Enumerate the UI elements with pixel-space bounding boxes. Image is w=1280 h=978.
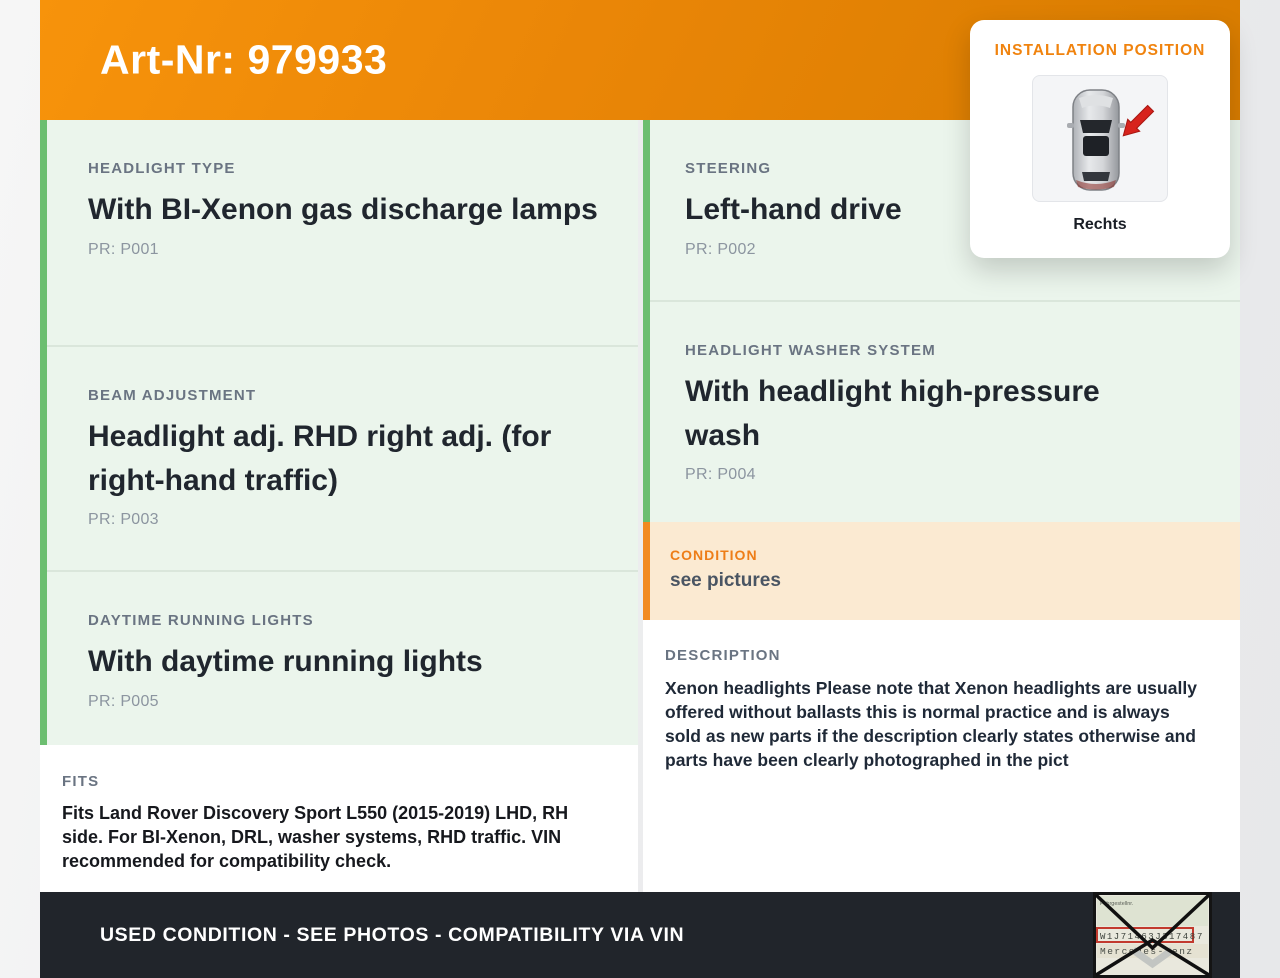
- envelope-icon: [1093, 892, 1212, 978]
- description-text: Xenon headlights Please note that Xenon headlights are usually offered without ballasts this is normal practice and is always sold as new parts if the description clearly states otherwise and parts have been clearly photographed in the pict: [665, 678, 1197, 770]
- spec-pr-code: PR: P002: [685, 240, 756, 258]
- installation-position-card: [970, 20, 1230, 258]
- condition-card: [643, 522, 1240, 620]
- spec-card-headlight-washer-system: [650, 300, 1240, 522]
- spec-pr-code: PR: P003: [88, 511, 159, 528]
- registration-document-thumbnail[interactable]: [1093, 892, 1212, 978]
- installation-side-label: Rechts: [1073, 216, 1127, 233]
- spec-pr-code: PR: P004: [685, 466, 756, 483]
- fits-text: Fits Land Rover Discovery Sport L550 (2015-2019) LHD, RH side. For BI-Xenon, DRL, washer systems, RHD traffic. VIN recommended for compatibility check.: [62, 803, 569, 871]
- spec-label: STEERING: [685, 160, 772, 177]
- spec-value: Headlight adj. RHD right adj. (for right-hand traffic): [88, 420, 552, 497]
- description-label: DESCRIPTION: [665, 647, 781, 664]
- left-column: [40, 120, 638, 892]
- spec-label: DAYTIME RUNNING LIGHTS: [88, 612, 314, 629]
- spec-value: With BI-Xenon gas discharge lamps: [88, 193, 598, 226]
- spec-value: With headlight high-pressure wash: [685, 375, 1100, 452]
- condition-label: CONDITION: [670, 547, 758, 563]
- spec-card-headlight-type: [47, 120, 638, 345]
- red-arrow-icon: [1117, 100, 1159, 142]
- condition-value: see pictures: [670, 570, 781, 591]
- registration-vin-suffix: 7: [1197, 932, 1203, 942]
- registration-brand-text: Mercedes-Benz: [1100, 946, 1194, 957]
- fits-section: [40, 745, 638, 892]
- spec-label: HEADLIGHT WASHER SYSTEM: [685, 342, 936, 359]
- description-section: [643, 620, 1240, 892]
- registration-vin-text: W1J71463J31748: [1100, 932, 1197, 942]
- footer-note: USED CONDITION - SEE PHOTOS - COMPATIBILITY VIA VIN: [100, 923, 685, 946]
- spec-label: BEAM ADJUSTMENT: [88, 387, 257, 404]
- footer-bar: [40, 892, 1240, 978]
- spec-pr-code: PR: P001: [88, 240, 159, 258]
- spec-value: With daytime running lights: [88, 645, 483, 678]
- car-top-view-image: [1032, 75, 1168, 202]
- registration-small-label: Fahrgestellnr.: [1100, 901, 1134, 907]
- article-number-title: Art-Nr: 979933: [100, 36, 388, 83]
- spec-value: Left-hand drive: [685, 193, 902, 226]
- spec-card-daytime-running-lights: [47, 570, 638, 745]
- left-spec-stack: [40, 120, 638, 745]
- spec-pr-code: PR: P005: [88, 692, 159, 710]
- spec-label: HEADLIGHT TYPE: [88, 160, 236, 177]
- installation-position-title: INSTALLATION POSITION: [994, 42, 1206, 59]
- fits-label: FITS: [62, 773, 100, 790]
- spec-card-beam-adjustment: [47, 345, 638, 570]
